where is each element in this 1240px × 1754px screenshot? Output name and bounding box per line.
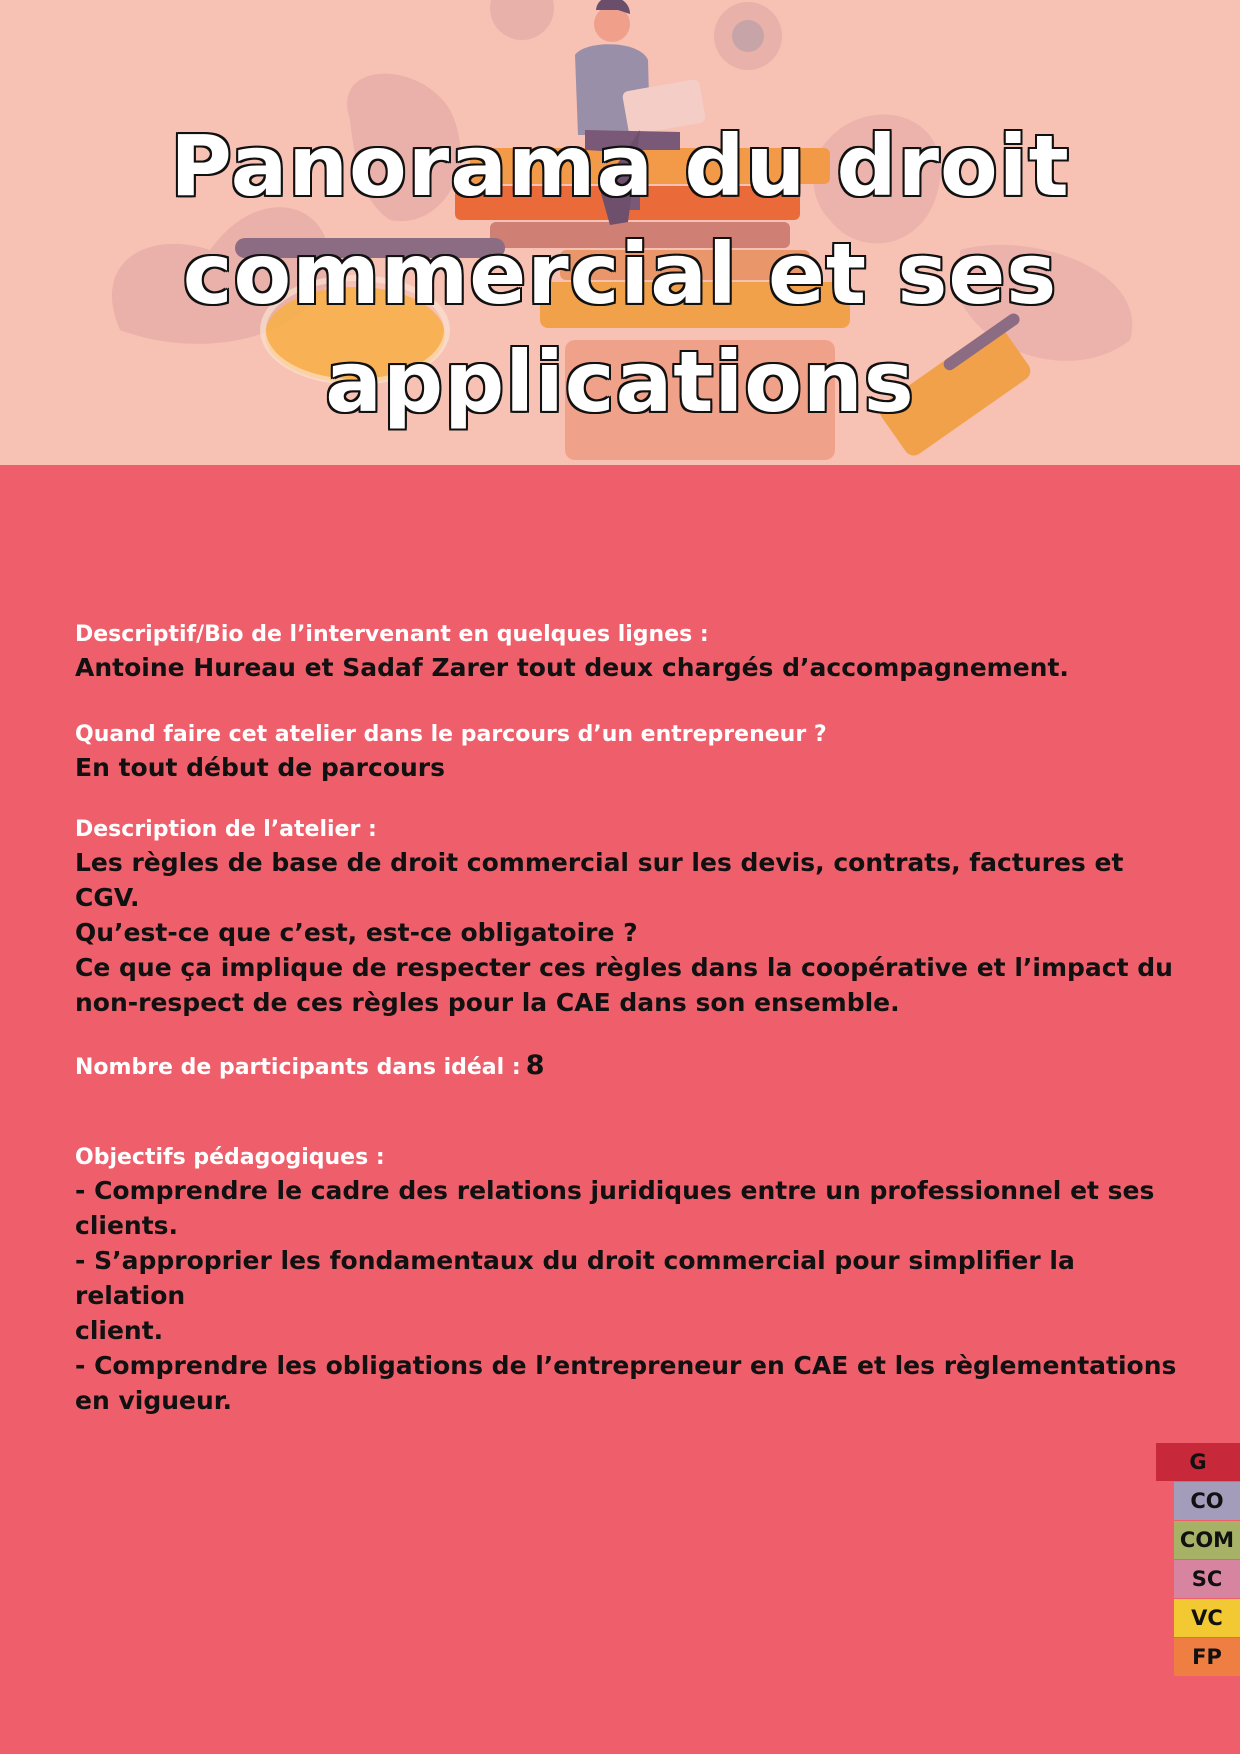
tag-fp: FP xyxy=(1174,1638,1240,1676)
tag-g: G xyxy=(1156,1443,1240,1481)
description-line: non-respect de ces règles pour la CAE dans son ensemble. xyxy=(75,988,900,1017)
description-line: Les règles de base de droit commercial sur les devis, contrats, factures et CGV. xyxy=(75,848,1124,912)
header-banner xyxy=(0,0,1240,465)
title-line-1: Panorama du droit xyxy=(170,117,1070,215)
tag-com: COM xyxy=(1174,1521,1240,1559)
description-line: Qu’est-ce que c’est, est-ce obligatoire ? xyxy=(75,918,638,947)
objectives-line: en vigueur. xyxy=(75,1386,233,1415)
objectives-label: Objectifs pédagogiques : xyxy=(75,1145,385,1170)
description-line: Ce que ça implique de respecter ces règles dans la coopérative et l’impact du xyxy=(75,953,1173,982)
objectives-line: client. xyxy=(75,1316,164,1345)
bio-label: Descriptif/Bio de l’intervenant en quelques lignes : xyxy=(75,622,709,647)
tag-vc: VC xyxy=(1174,1599,1240,1637)
title-line-3: applications xyxy=(325,333,915,431)
participants-section xyxy=(75,1050,1185,1083)
page-title xyxy=(0,112,1240,436)
tag-sc: SC xyxy=(1174,1560,1240,1598)
participants-value: 8 xyxy=(525,1050,545,1081)
bio-section xyxy=(75,620,1185,685)
timing-value: En tout début de parcours xyxy=(75,753,446,782)
category-tags xyxy=(1154,1443,1240,1677)
timing-section xyxy=(75,720,1185,785)
description-section xyxy=(75,815,1185,1020)
participants-label: Nombre de participants dans idéal : xyxy=(75,1055,521,1080)
description-label: Description de l’atelier : xyxy=(75,817,377,842)
objectives-line: - S’approprier les fondamentaux du droit commercial pour simplifier la relation xyxy=(75,1246,1075,1310)
objectives-line: - Comprendre les obligations de l’entrepreneur en CAE et les règlementations xyxy=(75,1351,1177,1380)
bio-value: Antoine Hureau et Sadaf Zarer tout deux chargés d’accompagnement. xyxy=(75,653,1069,682)
objectives-section xyxy=(75,1143,1185,1418)
objectives-line: clients. xyxy=(75,1211,179,1240)
objectives-line: - Comprendre le cadre des relations juridiques entre un professionnel et ses xyxy=(75,1176,1155,1205)
title-line-2: commercial et ses xyxy=(182,225,1058,323)
tag-co: CO xyxy=(1174,1482,1240,1520)
timing-label: Quand faire cet atelier dans le parcours d’un entrepreneur ? xyxy=(75,722,827,747)
